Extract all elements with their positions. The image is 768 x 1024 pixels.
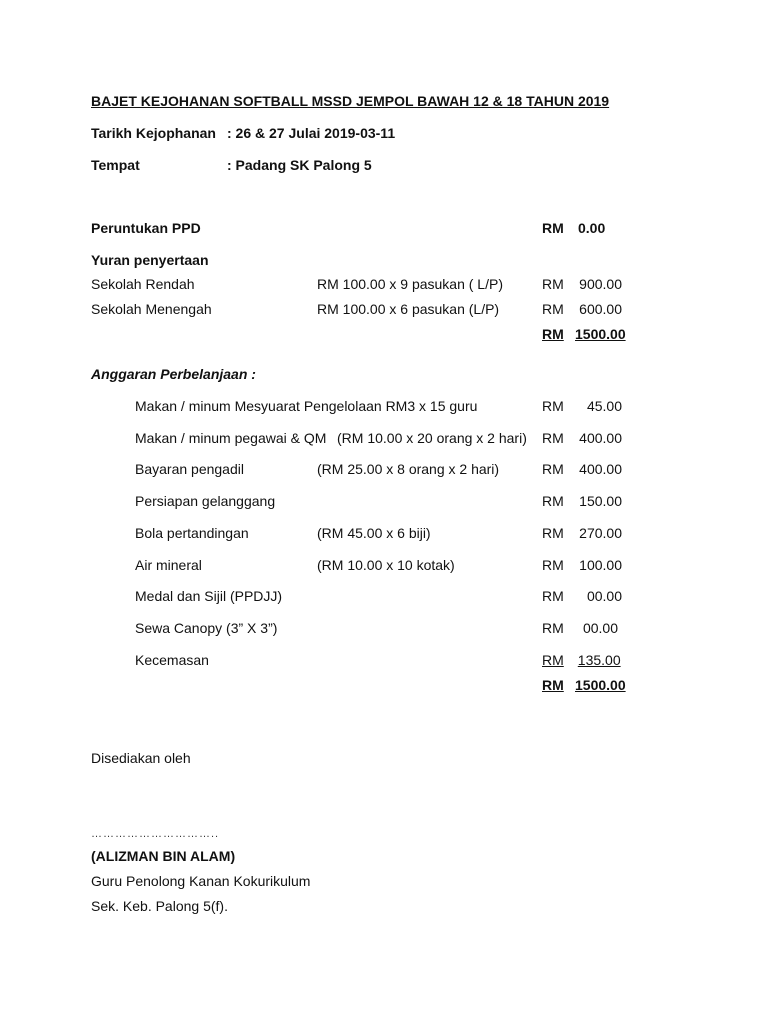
tempat-label: Tempat: [91, 157, 140, 173]
peruntukan-currency: RM: [542, 220, 564, 236]
prepared-by-label: Disediakan oleh: [91, 750, 191, 766]
expense-row-amount: 00.00: [582, 620, 618, 636]
expense-row-currency: RM: [542, 398, 564, 414]
tarikh-label: Tarikh Kejophanan: [91, 125, 216, 141]
expense-row-label: Persiapan gelanggang: [135, 493, 276, 509]
expense-row-label: Makan / minum pegawai & QM: [135, 430, 327, 446]
expense-row-currency: RM: [542, 620, 564, 636]
expense-row-amount: 00.00: [586, 588, 622, 604]
expense-row-underline-cell: [542, 652, 626, 668]
signatory-name: (ALIZMAN BIN ALAM): [91, 848, 236, 864]
expense-row-currency: RM: [542, 652, 564, 668]
yuran-total-amount: 1500.00: [575, 326, 626, 342]
yuran-row-label: Sekolah Rendah: [91, 276, 195, 292]
signature-line: …………………………..: [91, 828, 220, 840]
yuran-row-label: Sekolah Menengah: [91, 301, 212, 317]
expense-row-currency: RM: [542, 588, 564, 604]
peruntukan-label: Peruntukan PPD: [91, 220, 201, 236]
expense-row-amount: 100.00: [579, 557, 622, 573]
yuran-total-currency: RM: [542, 326, 564, 342]
document-title: BAJET KEJOHANAN SOFTBALL MSSD JEMPOL BAWAH 12 & 18 TAHUN 2019: [91, 93, 610, 109]
peruntukan-amount: 0.00: [578, 220, 606, 236]
expense-row-label: Kecemasan: [135, 652, 209, 668]
signatory-school: Sek. Keb. Palong 5(f).: [91, 898, 228, 914]
expense-row-detail: (RM 45.00 x 6 biji): [317, 525, 431, 541]
yuran-row-detail: RM 100.00 x 6 pasukan (L/P): [317, 301, 500, 317]
expense-row-label: Medal dan Sijil (PPDJJ): [135, 588, 283, 604]
expense-row-label: Air mineral: [135, 557, 202, 573]
expense-row-detail: (RM 25.00 x 8 orang x 2 hari): [317, 461, 500, 477]
yuran-row-detail: RM 100.00 x 9 pasukan ( L/P): [317, 276, 503, 292]
yuran-row-currency: RM: [542, 276, 564, 292]
yuran-heading: Yuran penyertaan: [91, 252, 209, 268]
expense-row-amount: 400.00: [579, 430, 622, 446]
expense-row-amount: 270.00: [579, 525, 622, 541]
expense-row-currency: RM: [542, 525, 564, 541]
expense-row-amount: 135.00: [577, 652, 621, 668]
expense-row-amount: 400.00: [579, 461, 622, 477]
tempat-value: : Padang SK Palong 5: [227, 157, 372, 173]
expense-row-label: Sewa Canopy (3” X 3”): [135, 620, 278, 636]
yuran-row-amount: 900.00: [579, 276, 622, 292]
anggaran-heading: Anggaran Perbelanjaan :: [91, 366, 256, 382]
anggaran-total-amount: 1500.00: [575, 677, 626, 693]
signatory-position: Guru Penolong Kanan Kokurikulum: [91, 873, 311, 889]
expense-row-label: Bayaran pengadil: [135, 461, 244, 477]
expense-row-label: Makan / minum Mesyuarat Pengelolaan RM3 x 15 guru: [135, 398, 478, 414]
expense-row-currency: RM: [542, 557, 564, 573]
expense-row-amount: 45.00: [586, 398, 622, 414]
expense-row-currency: RM: [542, 461, 564, 477]
expense-row-label: Bola pertandingan: [135, 525, 249, 541]
yuran-row-currency: RM: [542, 301, 564, 317]
yuran-row-amount: 600.00: [579, 301, 622, 317]
expense-row-amount: 150.00: [579, 493, 622, 509]
tarikh-value: : 26 & 27 Julai 2019-03-11: [227, 125, 396, 141]
expense-row-detail: (RM 10.00 x 20 orang x 2 hari): [337, 430, 527, 446]
expense-row-currency: RM: [542, 430, 564, 446]
expense-row-currency: RM: [542, 493, 564, 509]
expense-row-detail: (RM 10.00 x 10 kotak): [317, 557, 455, 573]
anggaran-total-currency: RM: [542, 677, 564, 693]
